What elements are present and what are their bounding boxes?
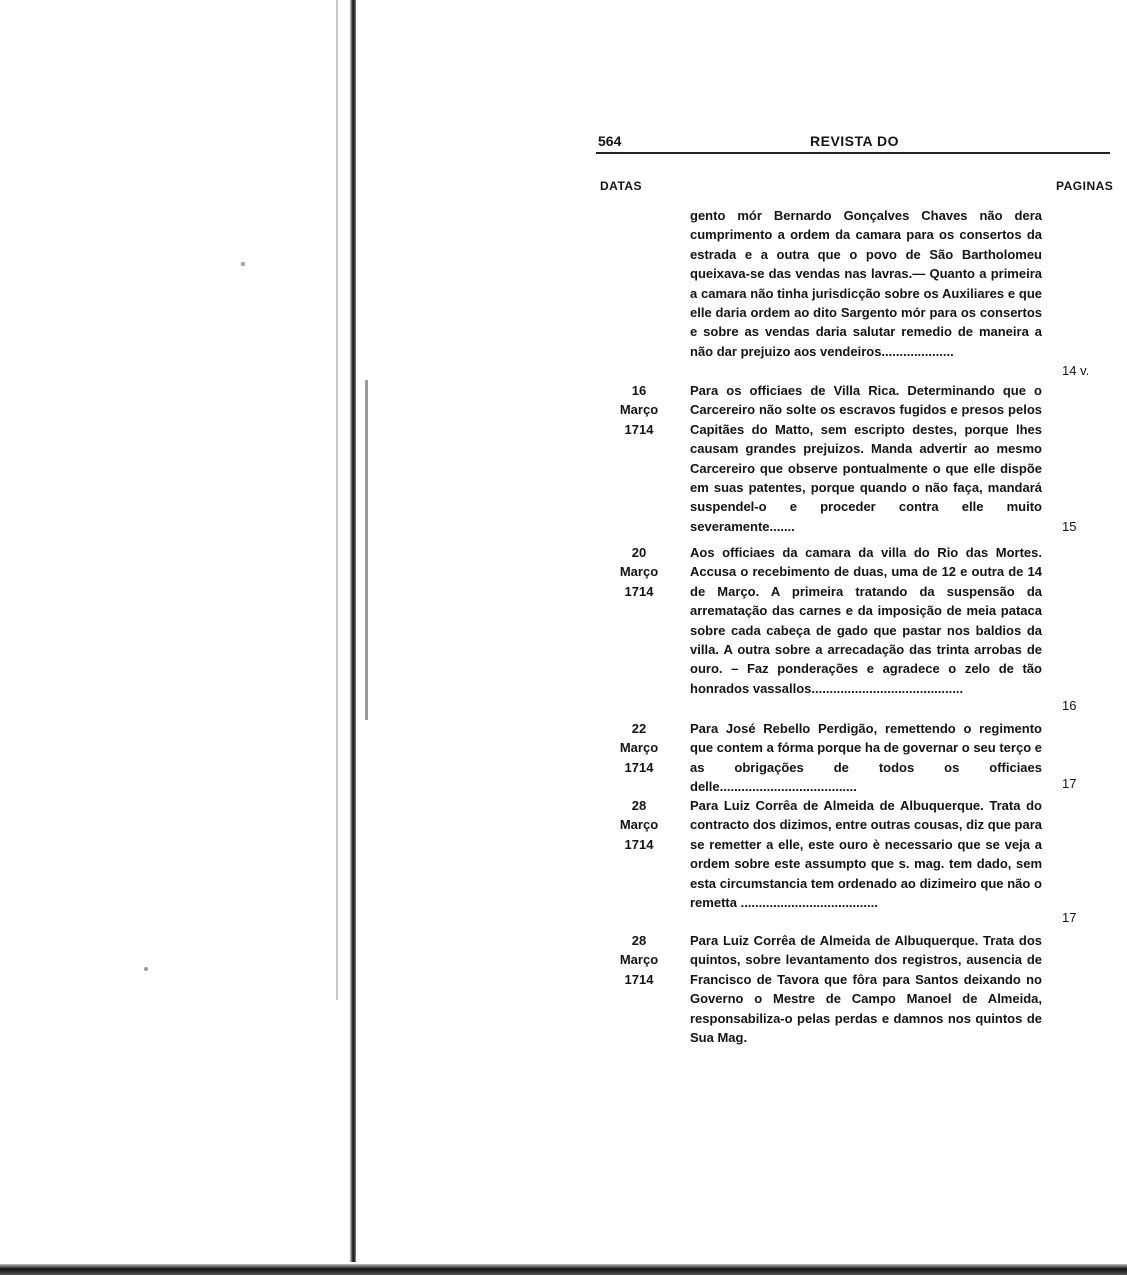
date-month: Março (619, 817, 659, 833)
date-year: 1714 (624, 421, 654, 437)
date-year: 1714 (624, 971, 654, 987)
entry-page: 17 (1062, 776, 1077, 791)
date-month: Março (619, 564, 659, 580)
date-day: 28 (631, 798, 647, 813)
entry-page: 15 (1062, 519, 1077, 534)
date-day: 16 (631, 383, 647, 398)
entry-text: Para Luiz Corrêa de Almeida de Albuquerque. Trata do contracto dos dizimos, entre outras cousas, diz que para se remetter a elle, este ouro è necessario que se veja a ordem sobre este assumpto que s. mag. tem dado, sem esta circumstancia tem ordenado ao dizimeiro que não o remetta ...................................... (690, 798, 1042, 911)
entry-text: Aos officiaes da camara da villa do Rio das Mortes. Accusa o recebimento de duas, uma de 12 e outra de 14 de Março. A primeira tratando da suspensão da arrematação das carnes e da imposição de meia pataca sobre cada cabeça de gado que pastar nos baldios da villa. A outra sobre a arrecadação das trinta arrobas de ouro. – Faz ponderações e agradece o zelo de tão honrados vassallos.......................................... (690, 545, 1042, 696)
entry-date (604, 381, 674, 439)
entry-date (604, 796, 674, 854)
page-bottom-edge (0, 1264, 1127, 1275)
entry-date (604, 543, 674, 601)
date-day: 20 (631, 545, 647, 560)
entry-page: 14 v. (1062, 363, 1090, 378)
gutter-shadow (365, 380, 368, 720)
date-day: 28 (631, 933, 647, 948)
date-year: 1714 (624, 583, 654, 599)
gutter-shadow (336, 0, 338, 1000)
page-number: 564 (598, 133, 622, 149)
date-month: Março (619, 952, 659, 968)
scan-speck (241, 262, 245, 266)
running-title: REVISTA DO (810, 133, 900, 149)
entry-date (604, 719, 674, 777)
entry-text: gento mór Bernardo Gonçalves Chaves não dera cumprimento a ordem da camara para os consertos da estrada e a outra que o povo de São Bartholomeu queixava-se das vendas nas lavras.— Quanto a primeira a camara não tinha jurisdicção sobre os Auxiliares e que elle daria ordem ao dito Sargento mór para os consertos e sobre as vendas daria salutar remedio de maneira a não dar prejuizo aos vendeiros.................... (690, 208, 1042, 359)
date-day: 22 (631, 721, 647, 736)
book-gutter (332, 0, 372, 1275)
entry-text: Para Luiz Corrêa de Almeida de Albuquerque. Trata dos quintos, sobre levantamento dos registros, ausencia de Francisco de Tavora que fôra para Santos deixando no Governo o Mestre de Campo Manoel de Almeida, responsabiliza-o pelas perdas e damnos nos quintos de Sua Mag. (690, 933, 1042, 1046)
entry-page: 17 (1062, 910, 1077, 925)
running-header (598, 133, 1108, 151)
pages-column-heading: PAGINAS (1056, 179, 1114, 193)
gutter-fold (350, 0, 356, 1262)
entry-text: Para José Rebello Perdigão, remettendo o regimento que contem a fórma porque ha de governar o seu terço e as obrigações de todos os officiaes delle...................................... (690, 721, 1042, 795)
date-month: Março (619, 402, 659, 418)
entry-page: 16 (1062, 698, 1077, 713)
dates-column-heading: DATAS (600, 179, 643, 193)
date-month: Março (619, 740, 659, 756)
entry-text: Para os officiaes de Villa Rica. Determinando que o Carcereiro não solte os escravos fugidos e presos pelos Capitães do Matto, sem escripto destes, porque lhes causam grandes prejuizos. Manda advertir ao mesmo Carcereiro que observe pontualmente o que elle dispõe em suas patentes, porque quando o não faça, mandará suspendel-o e proceder contra elle muito severamente....... (690, 383, 1042, 534)
date-year: 1714 (624, 836, 654, 852)
entry-date (604, 931, 674, 989)
date-year: 1714 (624, 759, 654, 775)
header-rule (596, 152, 1110, 154)
scan-speck (144, 967, 148, 971)
